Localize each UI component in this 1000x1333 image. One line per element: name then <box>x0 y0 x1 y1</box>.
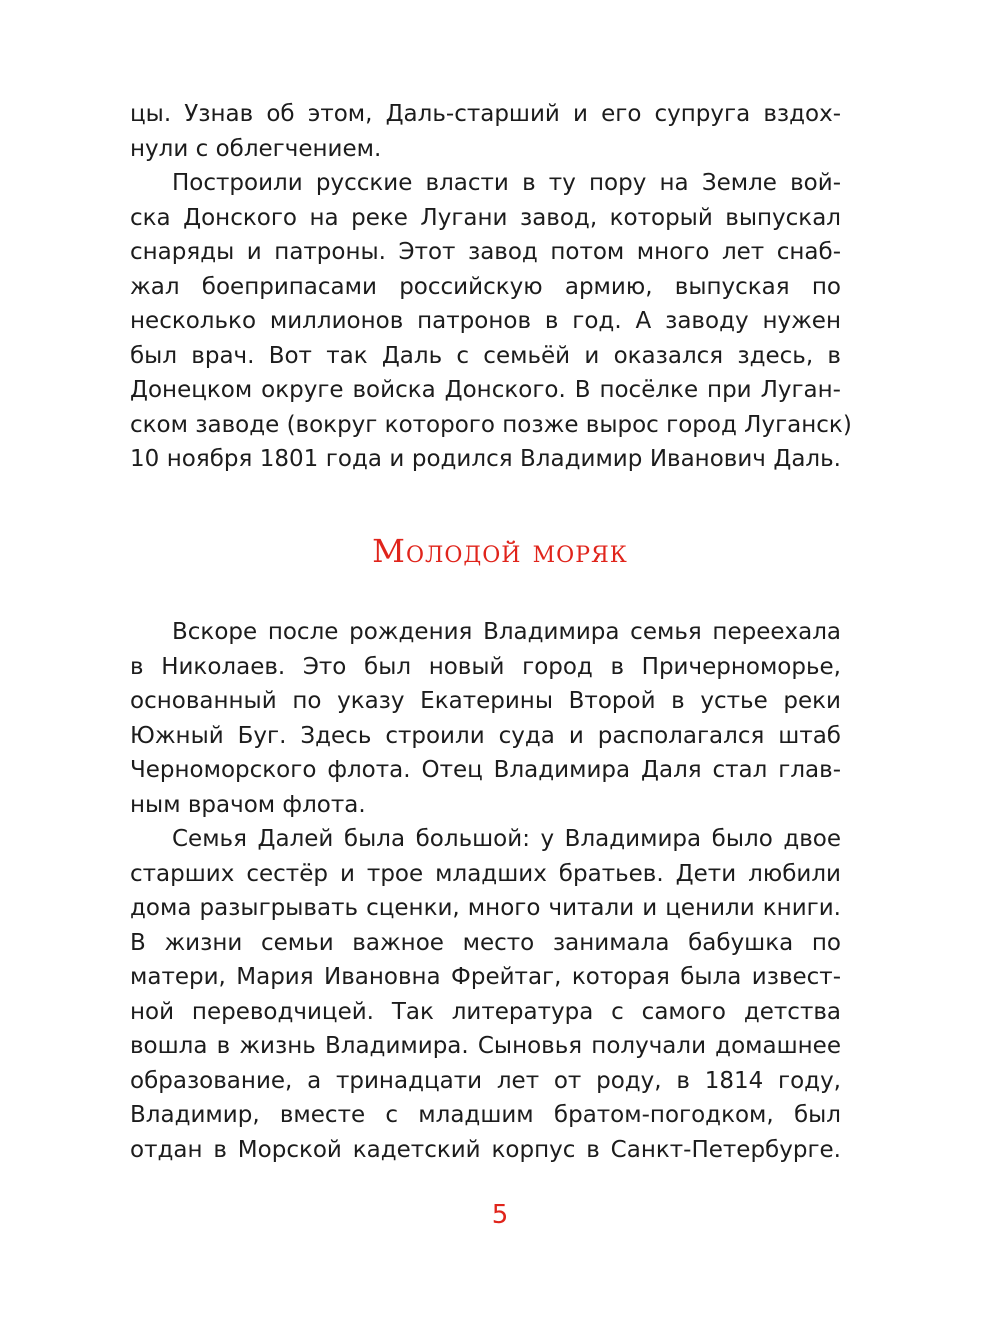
text-line: В жизни семьи важное место занимала бабушка по <box>130 929 841 956</box>
text-line: ском заводе (вокруг которого позже вырос город Луганск) <box>130 411 852 438</box>
text-line: Вскоре после рождения Владимира семья переехала <box>172 619 841 645</box>
paragraph-block-2 <box>130 615 841 1167</box>
text-line: Южный Буг. Здесь строили суда и располагался штаб <box>130 722 841 749</box>
text-line: Донецком округе войска Донского. В посёлке при Луган- <box>130 377 841 403</box>
text-line: Черноморского флота. Отец Владимира Даля стал глав- <box>130 757 841 783</box>
text-line: ска Донского на реке Лугани завод, который выпускал <box>130 204 841 231</box>
text-line: основанный по указу Екатерины Второй в устье реки <box>130 688 841 714</box>
text-line: был врач. Вот так Даль с семьёй и оказался здесь, в <box>130 342 841 369</box>
text-line: дома разыгрывать сценки, много читали и ценили книги. <box>130 895 841 921</box>
section-heading: Молодой моряк <box>372 532 628 570</box>
text-line: отдан в Морской кадетский корпус в Санкт-Петербурге. <box>130 1136 841 1163</box>
text-line: жал боеприпасами российскую армию, выпуская по <box>130 273 841 300</box>
text-line: снаряды и патроны. Этот завод потом много лет снаб- <box>130 239 841 265</box>
text-line: матери, Мария Ивановна Фрейтаг, которая была извест- <box>130 964 841 990</box>
text-line: вошла в жизнь Владимира. Сыновья получали домашнее <box>130 1033 841 1059</box>
page-number: 5 <box>491 1200 509 1230</box>
text-line: цы. Узнав об этом, Даль-старший и его супруга вздох- <box>130 101 841 127</box>
paragraph-block-1 <box>130 97 852 477</box>
text-line: старших сестёр и трое младших братьев. Дети любили <box>130 860 841 887</box>
text-line: ной переводчицей. Так литература с самого детства <box>130 998 841 1025</box>
text-line: в Николаев. Это был новый город в Причерноморье, <box>130 653 841 680</box>
text-line: несколько миллионов патронов в год. А заводу нужен <box>130 308 841 334</box>
text-line: Семья Далей была большой: у Владимира было двое <box>172 826 841 852</box>
text-line: образование, а тринадцати лет от роду, в 1814 году, <box>130 1067 841 1094</box>
text-line: Владимир, вместе с младшим братом-погодком, был <box>130 1102 841 1128</box>
text-line: 10 ноября 1801 года и родился Владимир Иванович Даль. <box>130 446 841 472</box>
text-line: ным врачом флота. <box>130 791 366 818</box>
text-line: нули с облегчением. <box>130 135 382 162</box>
text-line: Построили русские власти в ту пору на Земле вой- <box>172 170 841 196</box>
